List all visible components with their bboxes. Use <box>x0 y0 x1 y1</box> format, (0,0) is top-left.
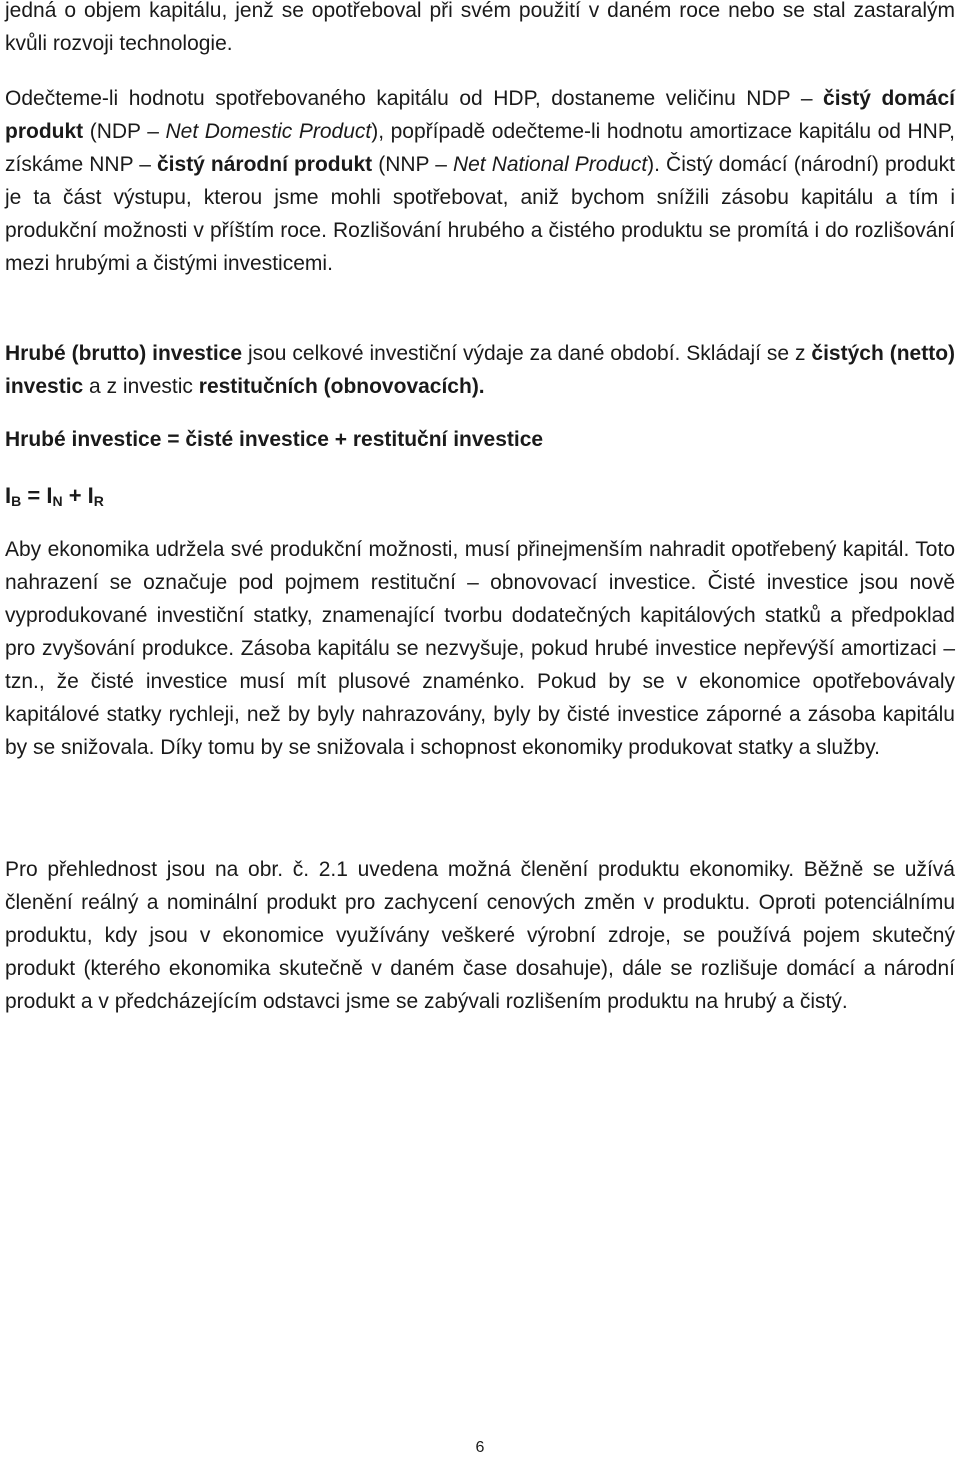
term-net-national-product: čistý národní produkt <box>157 153 373 176</box>
paragraph-capital-replacement <box>5 533 955 764</box>
paragraph-text: jedná o objem kapitálu, jenž se opotřeboval při svém použití v daném roce nebo se stal zastaralým kvůli rozvoji technologie. <box>5 0 955 55</box>
term-gross-investment: Hrubé (brutto) investice <box>5 342 243 365</box>
paragraph-text: Pro přehlednost jsou na obr. č. 2.1 uvedena možná členění produktu ekonomiky. Běžně se užívá členění reálný a nominální produkt pro zachycení cenových změn v produktu. Oproti potenciálnímu produktu, kdy jsou v ekonomice využívány veškeré výrobní zdroje, se používá pojem skutečný produkt (kterého ekonomika skutečně v daném čase dosahuje), dále se rozlišuje domácí a národní produkt a v předcházejícím odstavci jsme se zabývali rozlišením produktu na hrubý a čistý. <box>5 858 955 1013</box>
paragraph-text: a z investic <box>83 375 199 398</box>
symbol-i: I <box>46 483 53 508</box>
term-net-domestic-product: čistý domácí produkt <box>5 87 955 143</box>
paragraph-text: (NDP – <box>83 120 166 143</box>
formula-operator: + <box>62 483 88 508</box>
formula-operator: = <box>21 483 47 508</box>
symbol-i: I <box>5 483 12 508</box>
paragraph-text: Odečteme-li hodnotu spotřebovaného kapitálu od HDP, dostaneme veličinu NDP – <box>5 87 824 110</box>
paragraph-text: (NNP – <box>372 153 453 176</box>
subscript-n: N <box>52 493 63 509</box>
term-restitution-investment: restitučních (obnovovacích). <box>198 375 485 398</box>
page-number: 6 <box>475 1439 485 1456</box>
subscript-r: R <box>93 493 104 509</box>
equation-verbal <box>5 423 955 456</box>
formula-symbol <box>88 483 104 508</box>
symbol-i: I <box>87 483 94 508</box>
term-net-investment: čistých (netto) investic <box>5 342 956 398</box>
paragraph-depreciation-end <box>5 0 955 60</box>
subscript-b: B <box>11 493 22 509</box>
equation-formula <box>5 479 955 513</box>
paragraph-text: ), popřípadě odečteme-li hodnotu amortizace kapitálu od HNP, získáme NNP – <box>5 120 955 176</box>
paragraph-product-classification <box>5 853 955 1018</box>
paragraph-net-product <box>5 82 955 280</box>
formula-symbol <box>5 483 21 508</box>
paragraph-gross-investment <box>5 337 955 403</box>
paragraph-text: Aby ekonomika udržela své produkční možnosti, musí přinejmenším nahradit opotřebený kapitál. Toto nahrazení se označuje pod pojmem restituční – obnovovací investice. Čisté investice jsou nově vyprodukované investiční statky, znamenající tvorbu dodatečných kapitálových statků a předpoklad pro zvyšování produkce. Zásoba kapitálu se nezvyšuje, pokud hrubé investice nepřevýší amortizaci – tzn., že čisté investice musí mít plusové znaménko. Pokud by se v ekonomice opotřebovávaly kapitálové statky rychleji, než by byly nahrazovány, byly by čisté investice záporné a zásoba kapitálu by se snižovala. Díky tomu by se snižovala i schopnost ekonomiky produkovat statky a služby. <box>5 538 955 759</box>
term-english-nnp: Net National Product <box>452 153 648 176</box>
equation-verbal-text: Hrubé investice = čisté investice + restituční investice <box>5 428 544 451</box>
paragraph-text: ). Čistý domácí (národní) produkt je ta část výstupu, kterou jsme mohli spotřebovat, aniž bychom snížili zásobu kapitálu a tím i produkční možnosti v příštím roce. Rozlišování hrubého a čistého produktu se promítá i do rozlišování mezi hrubými a čistými investicemi. <box>5 153 956 275</box>
paragraph-text: jsou celkové investiční výdaje za dané období. Skládají se z <box>242 342 812 365</box>
term-english-ndp: Net Domestic Product <box>165 120 372 143</box>
formula-symbol <box>46 483 62 508</box>
